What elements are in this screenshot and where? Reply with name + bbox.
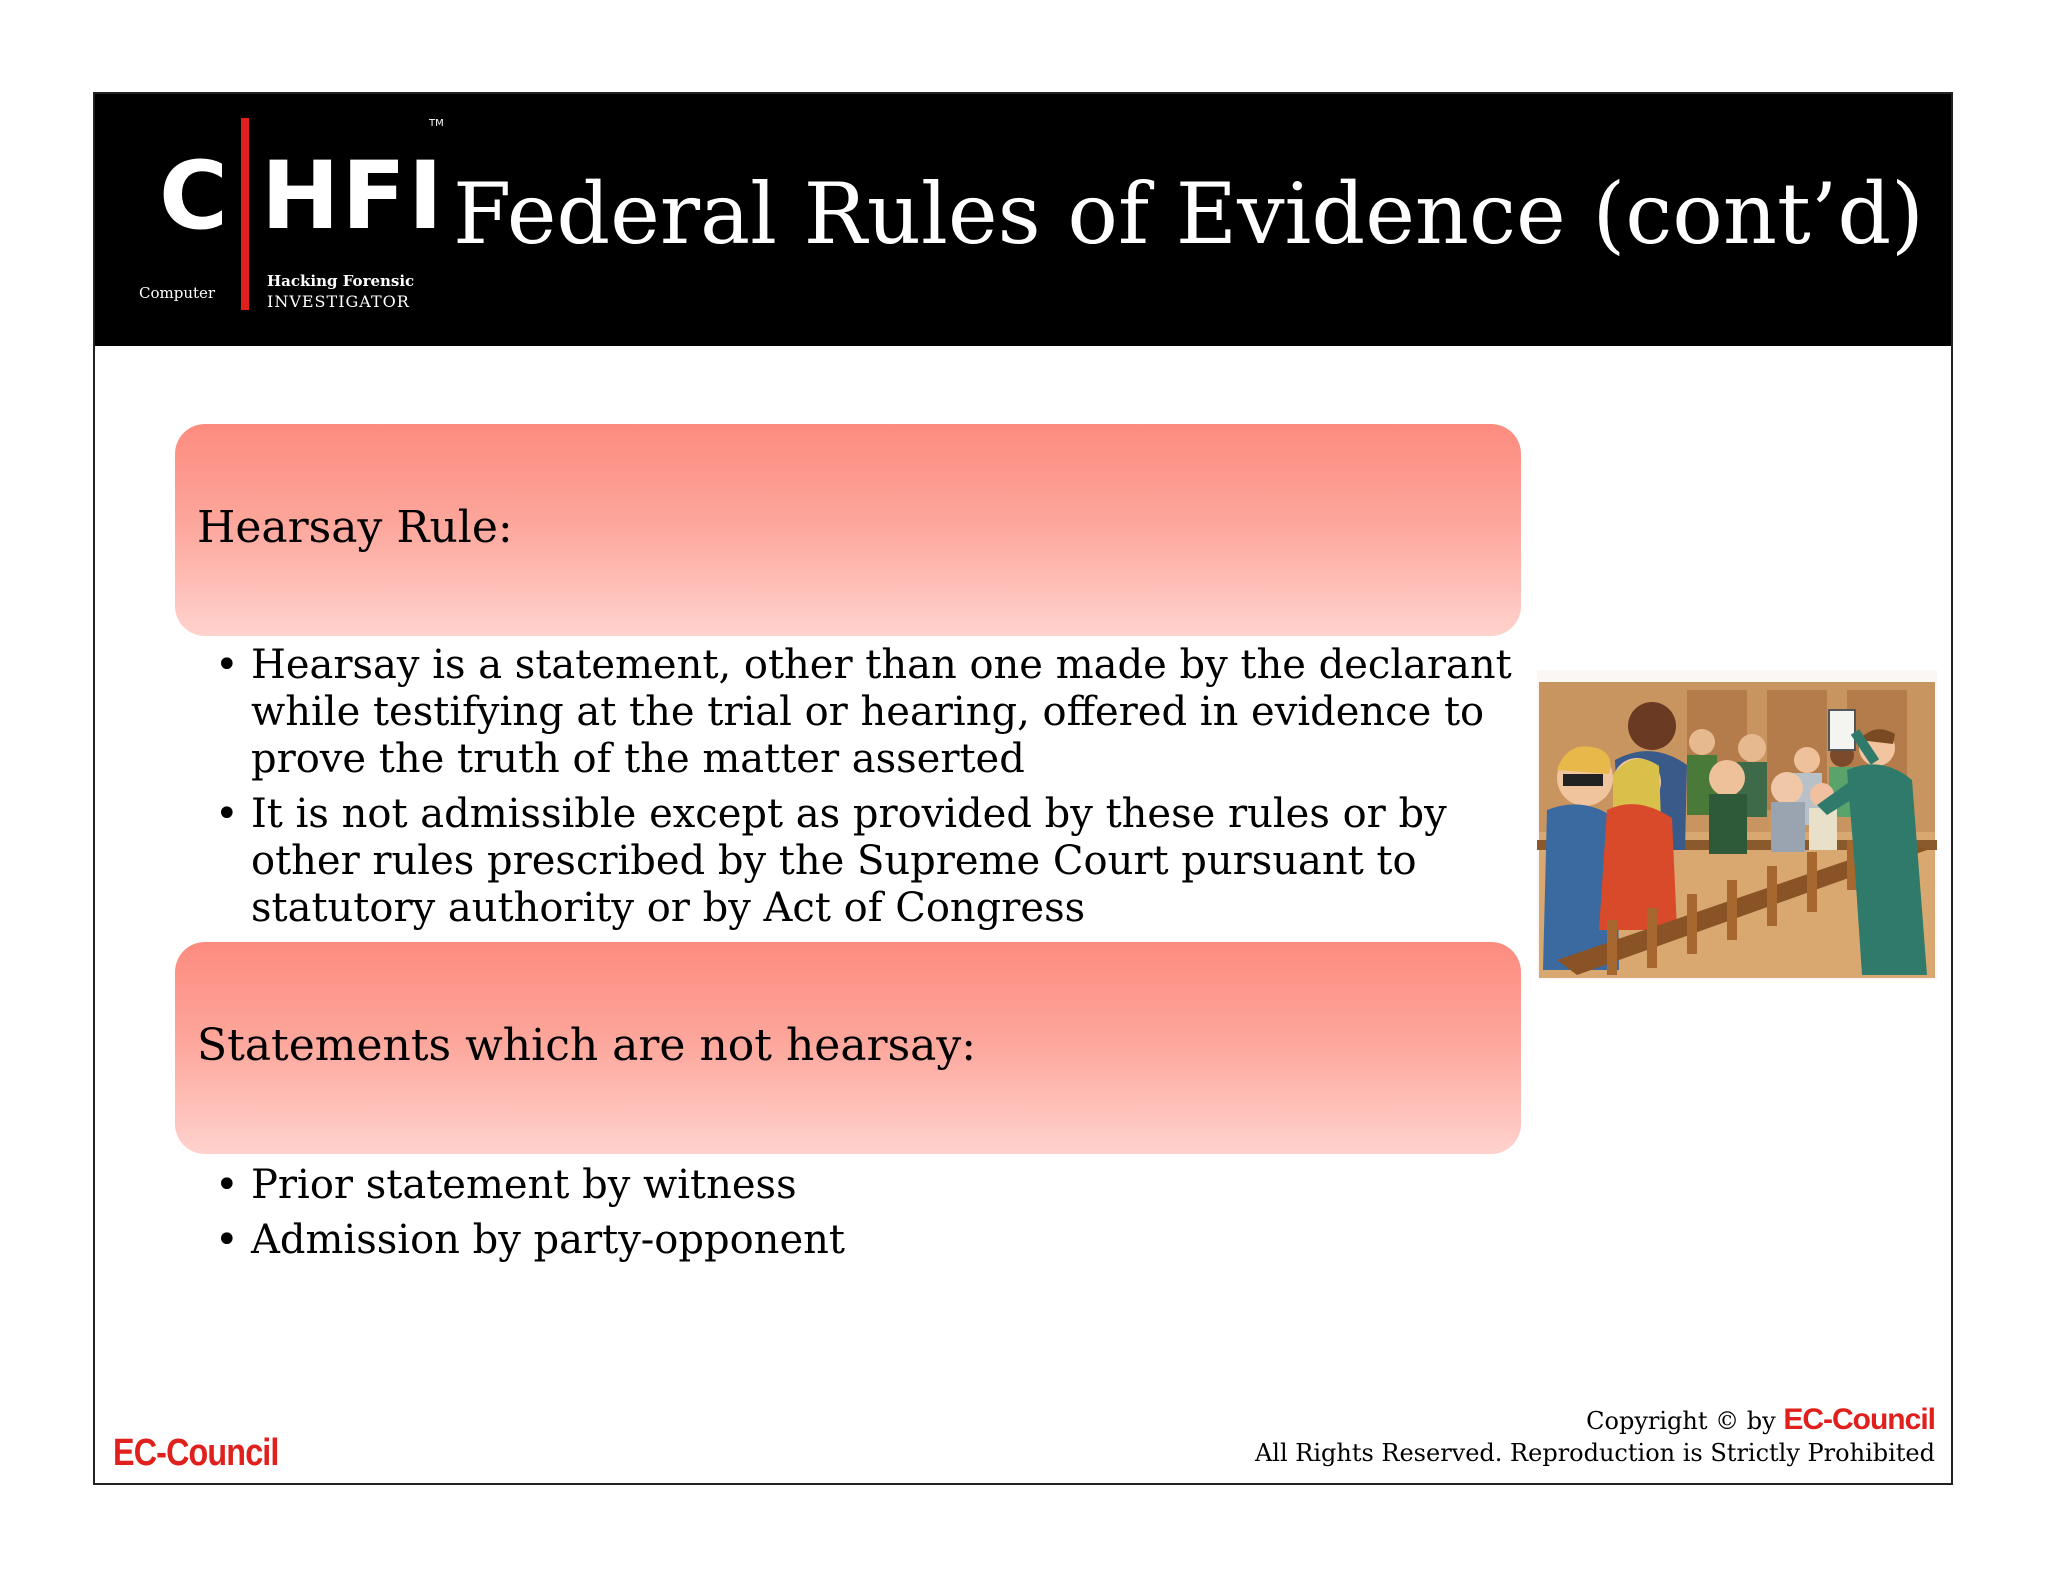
rights-line: All Rights Reserved. Reproduction is Strictly Prohibited <box>1254 1439 1935 1467</box>
bullet-list-not-hearsay <box>215 1162 1515 1272</box>
courtroom-illustration-icon <box>1537 670 1937 980</box>
bullet-list-hearsay-rule <box>215 642 1515 940</box>
bullet-dot: • <box>215 1217 239 1263</box>
bullet-text: Prior statement by witness <box>251 1162 797 1208</box>
chfi-logo <box>139 112 469 322</box>
section-heading: Hearsay Rule: <box>197 502 513 553</box>
bullet-dot: • <box>215 791 239 837</box>
logo-trademark: TM <box>429 118 444 129</box>
bullet-item <box>215 791 1515 932</box>
logo-red-bar <box>241 118 249 310</box>
logo-subtitle-line2: INVESTIGATOR <box>267 292 410 311</box>
bullet-dot: • <box>215 642 239 688</box>
bullet-item <box>215 1217 1515 1264</box>
logo-subtitle-line1: Hacking Forensic <box>267 272 415 290</box>
copyright-notice <box>1255 1404 1935 1469</box>
logo-letter-c: C <box>159 142 228 251</box>
bullet-text: Admission by party-opponent <box>251 1217 845 1263</box>
bullet-dot: • <box>215 1162 239 1208</box>
logo-computer-label: Computer <box>139 284 216 302</box>
section-heading-box-not-hearsay <box>175 942 1521 1154</box>
bullet-item <box>215 642 1515 783</box>
bullet-text: Hearsay is a statement, other than one made by the declarant while testifying at the trial or hearing, offered in evidence to prove the truth of the matter asserted <box>251 642 1512 782</box>
copyright-brand: EC-Council <box>1783 1403 1935 1436</box>
bullet-text: It is not admissible except as provided by these rules or by other rules prescribed by the Supreme Court pursuant to statutory authority or by Act of Congress <box>251 791 1447 931</box>
copyright-prefix: Copyright © by <box>1586 1407 1784 1435</box>
bullet-item <box>215 1162 1515 1209</box>
header-bar <box>95 94 1951 346</box>
copyright-line <box>1255 1404 1935 1437</box>
slide-title: Federal Rules of Evidence (cont’d) <box>453 165 1924 263</box>
slide <box>93 92 1953 1485</box>
section-heading-box-hearsay-rule <box>175 424 1521 636</box>
logo-letters-hfi: HFI <box>261 142 445 251</box>
footer-ec-council-logo: EC-Council <box>113 1432 279 1474</box>
section-heading: Statements which are not hearsay: <box>197 1020 977 1071</box>
